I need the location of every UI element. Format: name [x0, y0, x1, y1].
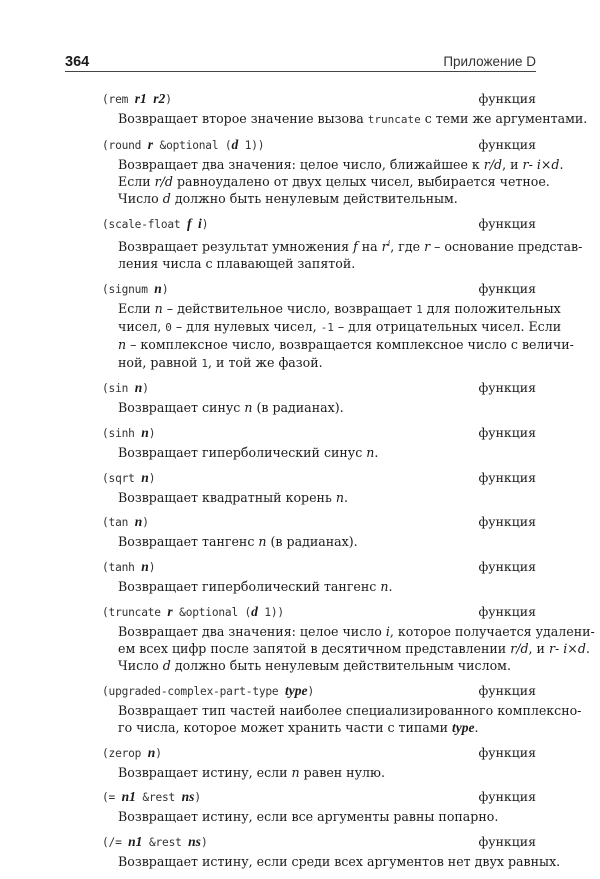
kind-label: функция: [478, 559, 536, 575]
description-segment: n: [118, 337, 127, 353]
signature-text: ): [148, 471, 156, 485]
signature-text: &optional (: [172, 605, 252, 619]
signature-text: (=: [102, 791, 122, 805]
function-description: [118, 533, 536, 550]
description-segment: n: [335, 489, 344, 505]
signature-text: (sin: [102, 382, 135, 396]
kind-label: функция: [478, 789, 536, 805]
description-segment: – действительное число, возвращает: [162, 300, 417, 316]
signature-argument: n1: [128, 834, 143, 850]
signature-text: (sinh: [102, 426, 142, 440]
description-segment: го числа, которое может хранить части с типами: [118, 720, 453, 736]
description-segment: равноудалено от двух целых чисел, выбирается четное.: [172, 173, 550, 189]
description-segment: чисел,: [118, 319, 166, 335]
function-description: [118, 578, 536, 595]
description-segment: type: [452, 720, 475, 736]
signature-row: [102, 470, 536, 489]
kind-label: функция: [478, 91, 536, 106]
description-segment: f: [353, 239, 358, 254]
kind-label: функция: [478, 424, 536, 440]
description-segment: 1: [201, 356, 209, 370]
signature-row: [102, 514, 536, 533]
description-segment: – для нулевых чисел,: [171, 319, 321, 335]
function-signature: [102, 281, 168, 297]
function-entry: [102, 215, 583, 273]
description-segment: ×: [540, 156, 552, 172]
description-segment: Возвращает гиперболический тангенс: [118, 579, 381, 595]
function-signature: [102, 91, 172, 107]
description-segment: Возвращает синус: [118, 400, 245, 416]
signature-text: ): [155, 746, 162, 760]
function-signature: [102, 216, 208, 232]
page-number: 364: [65, 54, 90, 70]
description-segment: r: [548, 640, 555, 656]
function-entry: [102, 470, 536, 506]
signature-row: [102, 789, 536, 808]
description-segment: ем всех цифр после запятой в десятичном представлении: [118, 640, 511, 656]
description-segment: i: [387, 238, 391, 248]
function-entry: [102, 789, 536, 825]
description-segment: 1: [416, 302, 423, 316]
signature-text: ): [148, 426, 156, 440]
signature-text: (signum: [102, 282, 155, 296]
signature-row: [102, 604, 536, 623]
description-line: [118, 318, 562, 336]
description-segment: для положительных: [422, 300, 561, 316]
signature-text: ): [200, 836, 208, 850]
description-segment: .: [374, 444, 379, 460]
description-line: [118, 489, 536, 506]
function-entry: [102, 136, 564, 208]
signature-text: (tan: [102, 516, 135, 530]
function-signature: [102, 834, 207, 850]
description-line: [118, 578, 536, 595]
function-entry: [102, 834, 561, 870]
signature-text: ): [142, 382, 149, 396]
description-segment: Если: [118, 173, 155, 189]
description-segment: на: [357, 239, 382, 254]
function-description: [118, 110, 588, 128]
function-entry: [102, 425, 536, 461]
description-segment: – комплексное число, возвращается комплексное число с величи-: [126, 337, 574, 353]
signature-text: ): [165, 93, 172, 106]
description-segment: должно быть ненулевым действительным.: [170, 191, 458, 207]
description-segment: .: [388, 579, 393, 595]
signature-argument: r1: [134, 91, 147, 106]
description-line: [118, 808, 536, 825]
function-entry: [102, 280, 574, 372]
description-segment: Возвращает второе значение вызова: [118, 111, 368, 126]
description-segment: d: [551, 156, 560, 172]
signature-text: (/=: [102, 836, 129, 850]
description-segment: 0: [165, 321, 172, 335]
description-segment: -: [554, 640, 564, 656]
signature-argument: n: [154, 280, 162, 296]
description-line: [118, 354, 536, 372]
description-segment: – основание представ-: [430, 239, 583, 254]
signature-argument: r: [167, 603, 173, 619]
description-line: [118, 156, 564, 173]
kind-label: функция: [478, 469, 536, 485]
description-segment: (в радианах).: [252, 400, 344, 416]
description-line: [118, 623, 595, 640]
function-signature: [102, 683, 314, 699]
signature-text: ): [201, 217, 209, 231]
signature-text: ): [307, 684, 315, 698]
function-description: [118, 444, 536, 461]
function-signature: [102, 137, 264, 153]
description-line: [118, 444, 536, 461]
description-segment: , которое получается удалени-: [389, 623, 595, 639]
signature-text: 1)): [238, 138, 265, 152]
kind-label: функция: [478, 136, 536, 152]
description-segment: r: [522, 156, 529, 172]
signature-row: [102, 683, 536, 702]
description-segment: Возвращает тангенс: [118, 534, 259, 550]
description-line: [118, 399, 536, 416]
description-line: [118, 336, 574, 353]
function-signature: [102, 425, 155, 441]
function-description: [118, 764, 536, 781]
description-segment: с теми же аргументами.: [420, 111, 588, 126]
kind-label: функция: [478, 215, 536, 231]
signature-argument: n: [141, 559, 149, 575]
function-description: [118, 489, 536, 506]
signature-row: [102, 425, 536, 444]
description-segment: -1: [320, 321, 334, 335]
signature-text: ): [142, 516, 149, 530]
description-segment: Возвращает два значения: целое число, ближайшее к: [118, 156, 484, 172]
description-segment: Число: [118, 658, 163, 674]
description-segment: n: [291, 764, 300, 780]
description-line: [118, 657, 536, 674]
description-segment: r: [424, 239, 431, 254]
description-segment: n: [380, 579, 389, 595]
signature-text: ): [194, 791, 201, 805]
signature-text: (truncate: [102, 605, 168, 619]
signature-argument: n: [134, 514, 143, 530]
signature-row: [102, 281, 536, 300]
description-segment: Возвращает два значения: целое число: [118, 623, 386, 639]
function-signature: [102, 745, 162, 761]
signature-text: &rest: [142, 836, 189, 850]
description-segment: Если: [118, 300, 155, 316]
description-line: [118, 702, 582, 719]
description-segment: ×: [567, 640, 578, 656]
description-segment: n: [244, 400, 253, 416]
signature-argument: ns: [181, 789, 195, 805]
description-line: [118, 640, 590, 657]
signature-text: (sqrt: [102, 471, 142, 485]
description-segment: , и той же фазой.: [208, 354, 323, 370]
function-description: [118, 156, 564, 208]
signature-text: (tanh: [102, 561, 142, 575]
signature-row: [102, 137, 536, 156]
description-segment: .: [585, 640, 590, 656]
kind-label: функция: [478, 280, 536, 296]
description-segment: Возвращает истину, если все аргументы равны попарно.: [118, 809, 499, 825]
signature-text: (rem: [102, 93, 135, 106]
function-description: [118, 623, 595, 675]
description-segment: ной, равной: [118, 354, 202, 370]
signature-argument: i: [198, 215, 202, 231]
description-segment: r/d: [154, 173, 173, 189]
kind-label: функция: [478, 744, 536, 760]
signature-text: &rest: [135, 791, 182, 805]
function-entry: [102, 603, 595, 675]
kind-label: функция: [478, 603, 536, 619]
signature-argument: r2: [153, 91, 166, 106]
description-segment: i: [563, 640, 568, 656]
description-segment: r: [381, 239, 388, 254]
description-segment: truncate: [367, 113, 421, 126]
description-segment: Возвращает квадратный корень: [118, 489, 336, 505]
description-line: [118, 190, 536, 207]
description-segment: -: [528, 156, 537, 172]
function-signature: [102, 559, 155, 575]
description-segment: Возвращает гиперболический синус: [118, 444, 367, 460]
signature-argument: n: [134, 380, 143, 396]
signature-argument: n: [141, 469, 149, 485]
function-signature: [102, 604, 284, 620]
function-entry: [102, 91, 588, 128]
description-line: [118, 255, 536, 272]
description-segment: (в радианах).: [266, 534, 358, 550]
signature-row: [102, 91, 536, 110]
description-segment: n: [258, 534, 267, 550]
function-description: [118, 235, 583, 273]
description-line: [118, 173, 550, 190]
signature-text: &optional (: [153, 138, 232, 152]
signature-text: (scale-float: [102, 217, 187, 231]
kind-label: функция: [478, 514, 536, 530]
description-line: [118, 853, 561, 870]
signature-text: ): [148, 561, 156, 575]
function-signature: [102, 380, 149, 396]
signature-argument: n: [141, 424, 149, 440]
signature-text: 1)): [257, 605, 284, 619]
function-entry: [102, 745, 536, 781]
function-description: [118, 808, 536, 825]
function-description: [118, 300, 574, 372]
signature-text: (upgraded-complex-part-type: [102, 684, 285, 698]
description-segment: d: [162, 658, 171, 674]
signature-row: [102, 380, 536, 399]
signature-row: [102, 745, 536, 764]
signature-argument: d: [251, 603, 258, 619]
function-description: [118, 853, 561, 870]
signature-argument: ns: [188, 834, 201, 850]
description-segment: d: [577, 640, 586, 656]
description-segment: ления числа с плавающей запятой.: [118, 256, 356, 272]
function-entries: [102, 91, 595, 879]
description-segment: i: [536, 156, 541, 172]
description-line: [118, 235, 583, 255]
signature-text: (zerop: [102, 746, 148, 760]
description-segment: i: [385, 623, 390, 639]
kind-label: функция: [478, 380, 536, 396]
function-signature: [102, 470, 155, 486]
signature-text: ): [161, 282, 169, 296]
signature-argument: n1: [121, 789, 136, 805]
description-segment: , и: [528, 640, 549, 656]
function-entry: [102, 380, 536, 416]
description-segment: Возвращает тип частей наиболее специализированного комплексно-: [118, 702, 582, 718]
description-segment: Возвращает истину, если среди всех аргументов нет двух равных.: [118, 854, 561, 870]
description-segment: n: [366, 444, 375, 460]
function-signature: [102, 789, 201, 805]
description-line: [118, 719, 536, 736]
signature-argument: type: [285, 682, 308, 698]
description-segment: , и: [502, 156, 523, 172]
description-segment: – для отрицательных чисел. Если: [333, 319, 562, 335]
signature-argument: f: [186, 215, 192, 231]
description-segment: r/d: [510, 640, 529, 656]
signature-row: [102, 216, 536, 235]
description-segment: d: [162, 191, 171, 207]
description-segment: Возвращает истину, если: [118, 764, 292, 780]
signature-argument: d: [231, 136, 239, 152]
description-line: [118, 110, 588, 128]
function-signature: [102, 514, 149, 530]
description-segment: равен нулю.: [299, 764, 385, 780]
description-line: [118, 300, 561, 318]
signature-text: (round: [102, 138, 148, 152]
description-segment: .: [343, 489, 348, 505]
running-title: Приложение D: [443, 54, 536, 69]
description-line: [118, 533, 536, 550]
kind-label: функция: [478, 834, 536, 850]
description-segment: должно быть ненулевым действительным числом.: [170, 658, 511, 674]
function-entry: [102, 682, 582, 736]
description-line: [118, 764, 536, 781]
description-segment: n: [154, 300, 163, 316]
function-description: [118, 702, 582, 736]
signature-row: [102, 559, 536, 578]
kind-label: функция: [478, 682, 536, 698]
description-segment: .: [474, 720, 479, 736]
function-description: [118, 399, 536, 416]
description-segment: .: [559, 156, 564, 172]
function-entry: [102, 559, 536, 595]
description-segment: , где: [390, 239, 425, 254]
description-segment: Возвращает результат умножения: [118, 239, 354, 254]
signature-argument: r: [147, 136, 154, 152]
signature-row: [102, 834, 536, 853]
header-rule: [65, 71, 536, 72]
description-segment: Число: [118, 191, 163, 207]
description-segment: r/d: [483, 156, 503, 172]
signature-argument: n: [147, 744, 156, 760]
function-entry: [102, 514, 536, 550]
